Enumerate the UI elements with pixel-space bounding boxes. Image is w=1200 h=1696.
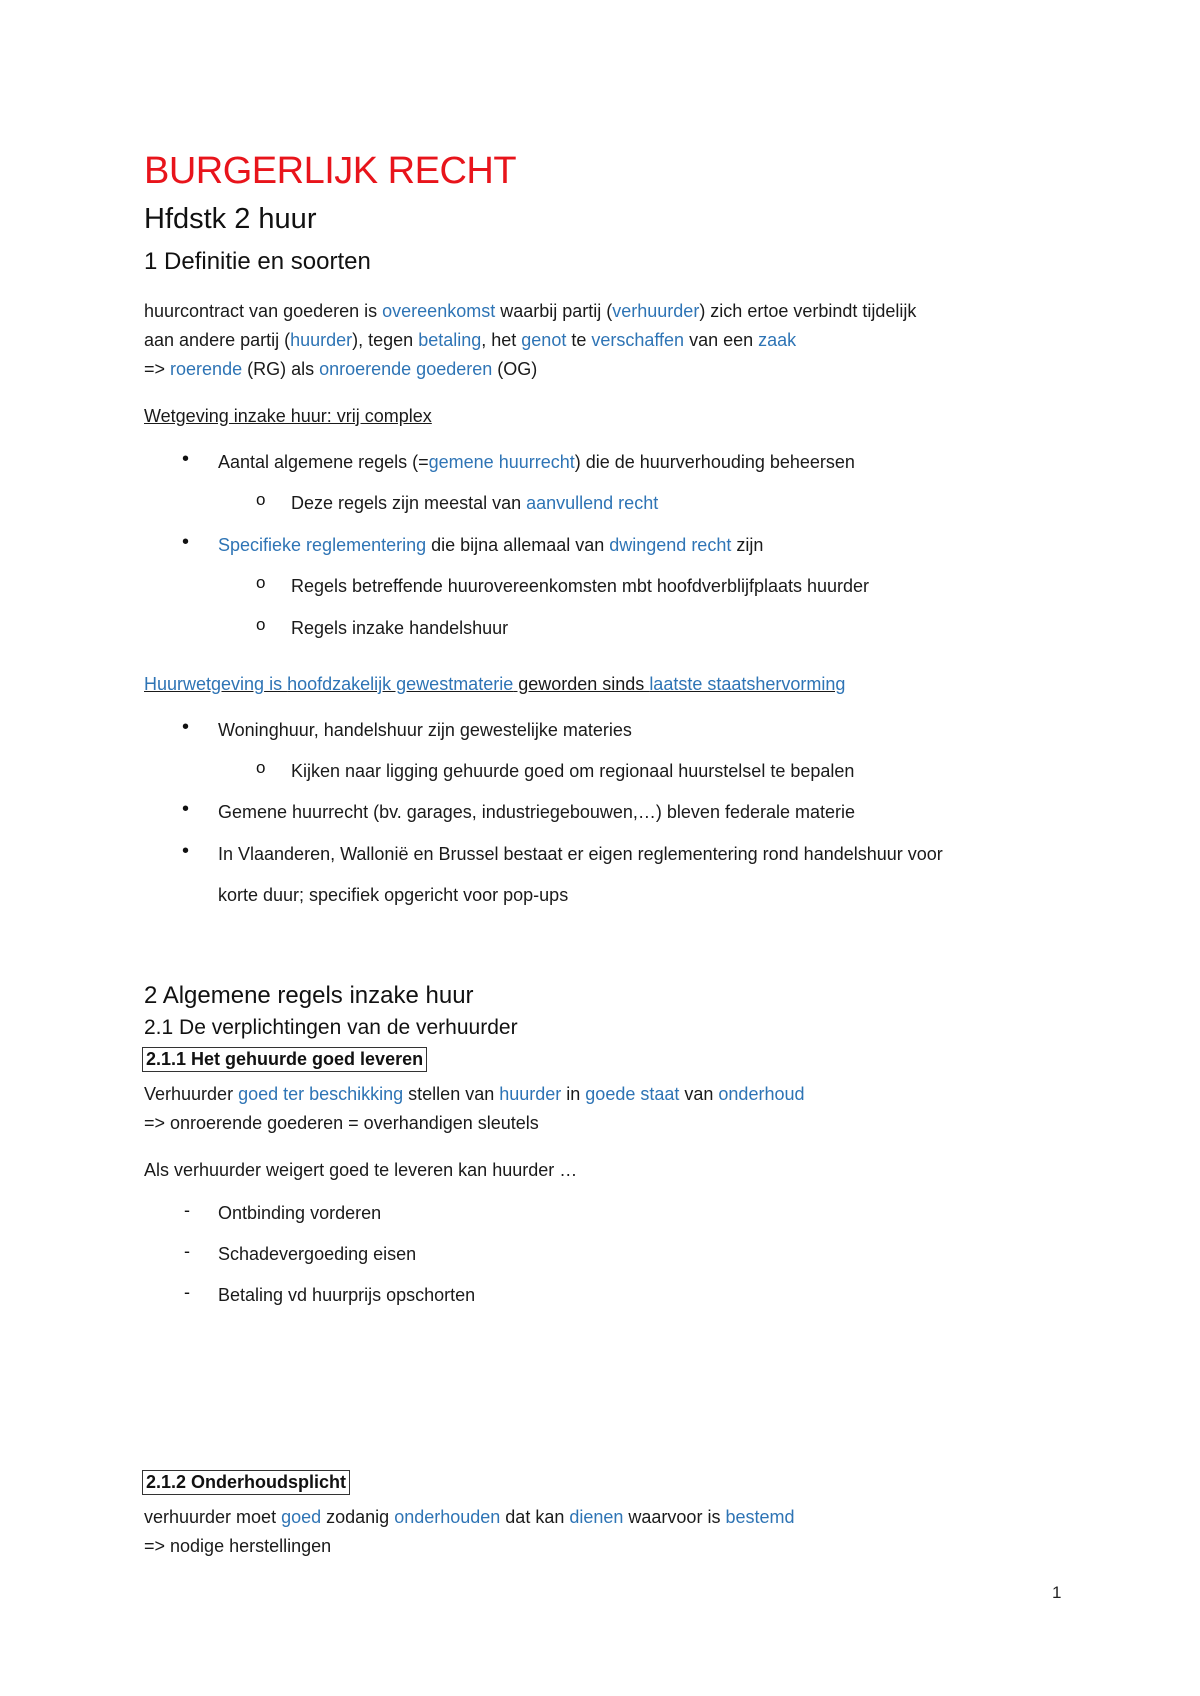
section-heading-2-1-1: 2.1.1 Het gehuurde goed leveren: [142, 1047, 427, 1072]
wetgeving-heading: Wetgeving inzake huur: vrij complex: [144, 406, 432, 426]
sub-bullet-icon: o: [256, 758, 266, 777]
bullet-icon: •: [182, 716, 190, 738]
sub-bullet-item-2a: Regels betreffende huurovereenkomsten mbt hoofdverblijfplaats huurder: [291, 576, 870, 596]
onderhoud-line-1: verhuurder moet goed zodanig onderhouden dat kan dienen waarvoor is bestemd: [144, 1507, 795, 1527]
dash-item-2: Schadevergoeding eisen: [218, 1244, 417, 1264]
bullet-item-1: Aantal algemene regels (=gemene huurrecht) die de huurverhouding beheersen: [218, 452, 855, 472]
bullet-icon: •: [182, 798, 190, 820]
chapter-heading: Hfdstk 2 huur: [144, 203, 317, 235]
sub-bullet-item-3a: Kijken naar ligging gehuurde goed om regionaal huurstelsel te bepalen: [291, 761, 855, 781]
section-heading-2-1: 2.1 De verplichtingen van de verhuurder: [144, 1016, 518, 1039]
sub-bullet-item-2b: Regels inzake handelshuur: [291, 618, 509, 638]
definition-line-3: => roerende (RG) als onroerende goederen (OG): [144, 359, 538, 379]
leveren-line-2: => onroerende goederen = overhandigen sleutels: [144, 1113, 539, 1133]
huurwetgeving-line: Huurwetgeving is hoofdzakelijk gewestmaterie geworden sinds laatste staatshervorming: [144, 674, 846, 694]
dash-bullet-icon: -: [184, 1241, 190, 1261]
sub-bullet-icon: o: [256, 573, 266, 592]
bullet-icon: •: [182, 531, 190, 553]
bullet-item-5-line-2: korte duur; specifiek opgericht voor pop-ups: [218, 885, 569, 905]
page-number: 1: [1052, 1583, 1062, 1602]
onderhoud-line-2: => nodige herstellingen: [144, 1536, 332, 1556]
dash-item-3: Betaling vd huurprijs opschorten: [218, 1285, 476, 1305]
dash-bullet-icon: -: [184, 1282, 190, 1302]
bullet-item-3: Woninghuur, handelshuur zijn gewestelijke materies: [218, 720, 632, 740]
definition-line-1: huurcontract van goederen is overeenkomst waarbij partij (verhuurder) zich ertoe verbindt tijdelijk: [144, 301, 917, 321]
dash-item-1: Ontbinding vorderen: [218, 1203, 382, 1223]
bullet-item-5-line-1: In Vlaanderen, Wallonië en Brussel bestaat er eigen reglementering rond handelshuur voor: [218, 844, 943, 864]
bullet-icon: •: [182, 840, 190, 862]
section-heading-2-1-2: 2.1.2 Onderhoudsplicht: [142, 1470, 350, 1495]
dash-bullet-icon: -: [184, 1200, 190, 1220]
weigert-line: Als verhuurder weigert goed te leveren kan huurder …: [144, 1160, 578, 1180]
bullet-item-4: Gemene huurrecht (bv. garages, industriegebouwen,…) bleven federale materie: [218, 802, 856, 822]
sub-bullet-icon: o: [256, 615, 266, 634]
bullet-icon: •: [182, 448, 190, 470]
bullet-item-2: Specifieke reglementering die bijna allemaal van dwingend recht zijn: [218, 535, 764, 555]
sub-bullet-icon: o: [256, 490, 266, 509]
section-heading-2: 2 Algemene regels inzake huur: [144, 982, 474, 1009]
document-title: BURGERLIJK RECHT: [144, 150, 517, 192]
sub-bullet-item-1a: Deze regels zijn meestal van aanvullend recht: [291, 493, 659, 513]
leveren-line-1: Verhuurder goed ter beschikking stellen van huurder in goede staat van onderhoud: [144, 1084, 805, 1104]
definition-line-2: aan andere partij (huurder), tegen betaling, het genot te verschaffen van een zaak: [144, 330, 797, 350]
section-heading-1: 1 Definitie en soorten: [144, 248, 371, 275]
